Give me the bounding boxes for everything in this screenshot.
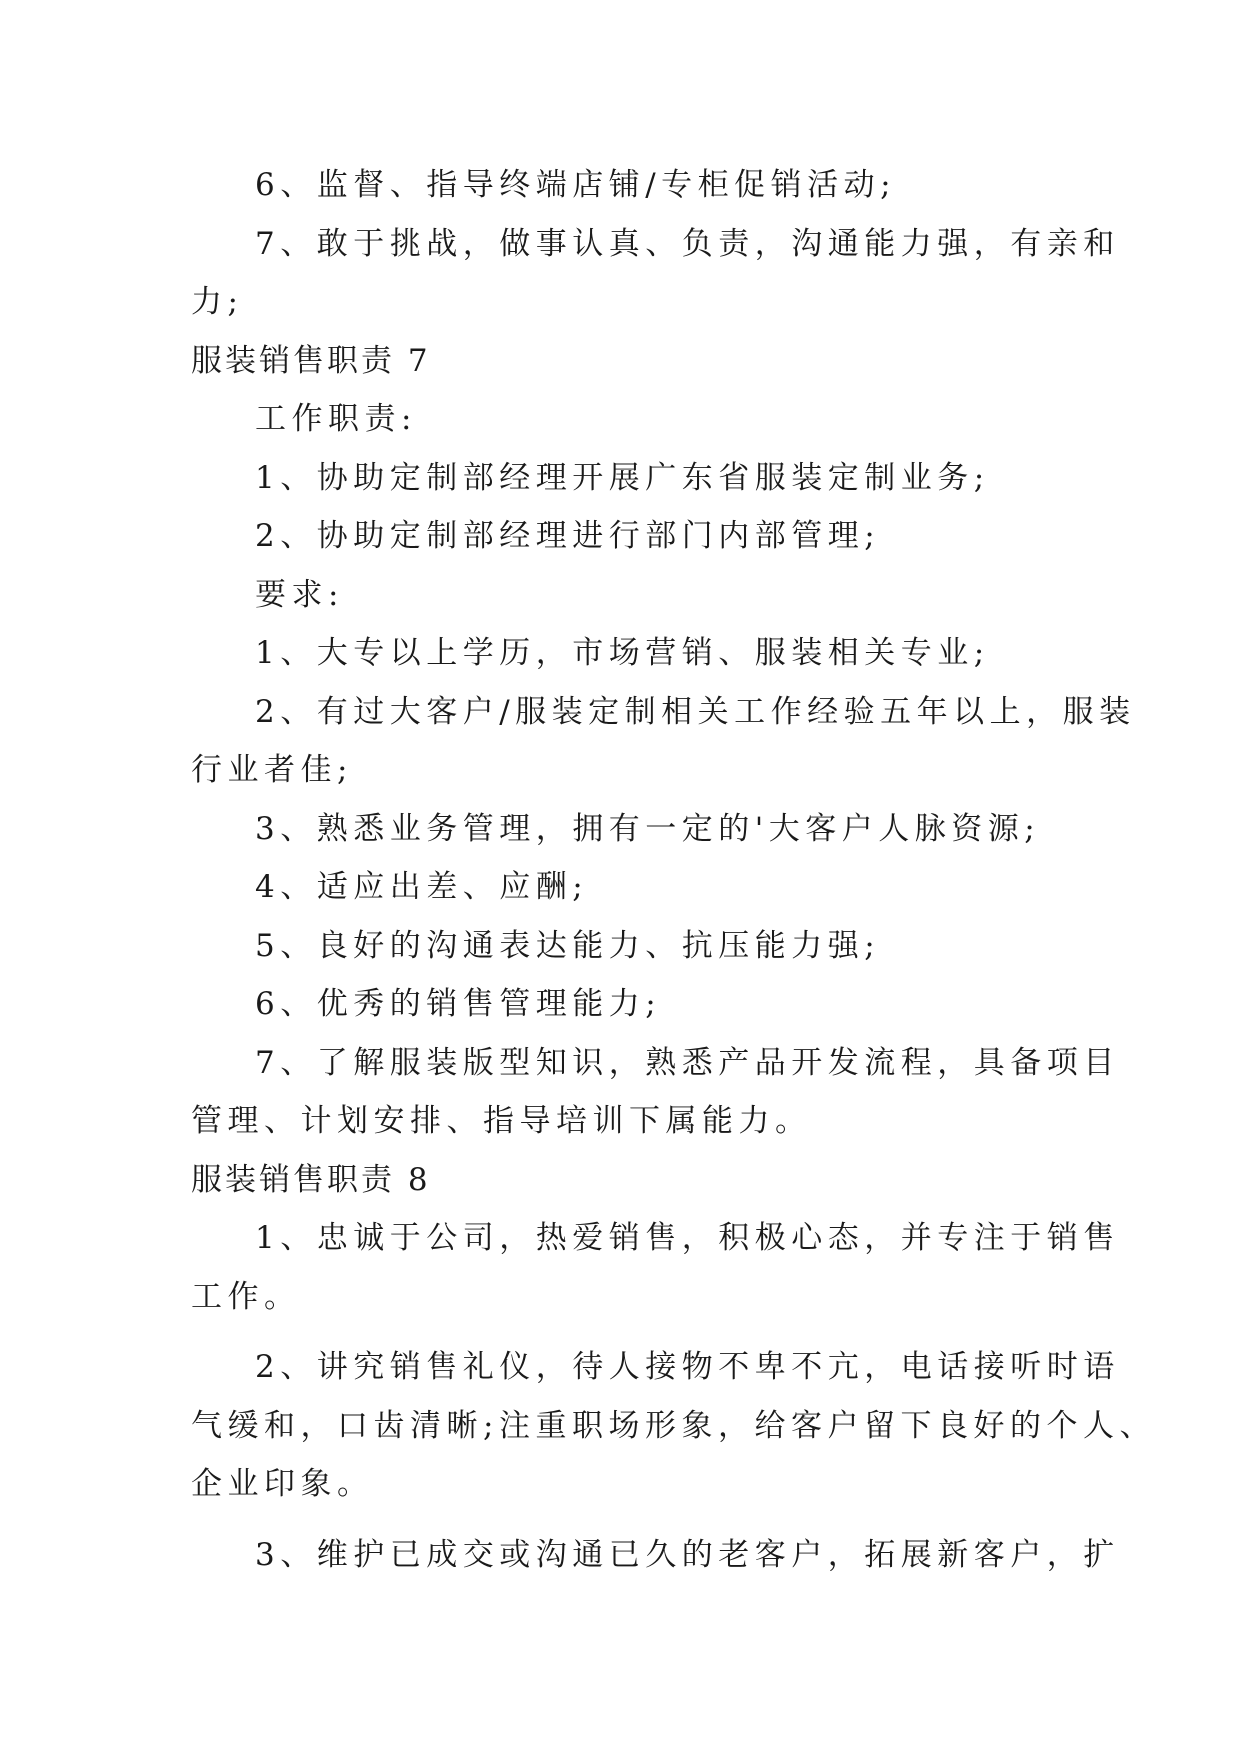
text-line: 2、讲究销售礼仪，待人接物不卑不亢，电话接听时语 bbox=[255, 1349, 1120, 1385]
text-line: 4、适应出差、应酬; bbox=[255, 869, 589, 905]
section-heading: 服装销售职责 8 bbox=[191, 1161, 431, 1198]
text-line: 3、维护已成交或沟通已久的老客户，拓展新客户，扩 bbox=[255, 1536, 1120, 1573]
document-body bbox=[191, 156, 1156, 1584]
text-line: 1、协助定制部经理开展广东省服装定制业务; bbox=[255, 459, 990, 496]
text-line: 企业印象。 bbox=[191, 1466, 374, 1502]
text-line: 7、了解服装版型知识，熟悉产品开发流程，具备项目 bbox=[255, 1044, 1120, 1081]
text-line: 要求: bbox=[255, 576, 344, 613]
text-line: 5、良好的沟通表达能力、抗压能力强; bbox=[255, 927, 881, 964]
text-line: 7、敢于挑战，做事认真、负责，沟通能力强，有亲和 bbox=[255, 225, 1120, 262]
section-heading: 服装销售职责 7 bbox=[191, 342, 431, 379]
text-line: 6、监督、指导终端店铺/专柜促销活动; bbox=[255, 167, 897, 203]
text-line: 管理、计划安排、指导培训下属能力。 bbox=[191, 1103, 812, 1139]
paragraph-gap bbox=[191, 1326, 1061, 1338]
text-line: 1、大专以上学历，市场营销、服装相关专业; bbox=[255, 635, 990, 671]
text-line: 行业者佳; bbox=[191, 752, 353, 788]
text-line: 工作职责: bbox=[255, 401, 417, 437]
text-line: 工作。 bbox=[191, 1278, 301, 1315]
text-line: 力; bbox=[191, 284, 244, 320]
paragraph-gap bbox=[191, 1514, 1061, 1526]
text-line: 6、优秀的销售管理能力; bbox=[255, 986, 662, 1022]
text-line: 气缓和，口齿清晰;注重职场形象，给客户留下良好的个人、 bbox=[191, 1407, 1156, 1444]
text-line: 3、熟悉业务管理，拥有一定的'大客户人脉资源; bbox=[255, 810, 1041, 847]
text-line: 2、协助定制部经理进行部门内部管理; bbox=[255, 518, 881, 554]
text-line: 1、忠诚于公司，热爱销售，积极心态，并专注于销售 bbox=[255, 1220, 1120, 1256]
text-line: 2、有过大客户/服装定制相关工作经验五年以上，服装 bbox=[255, 693, 1136, 730]
